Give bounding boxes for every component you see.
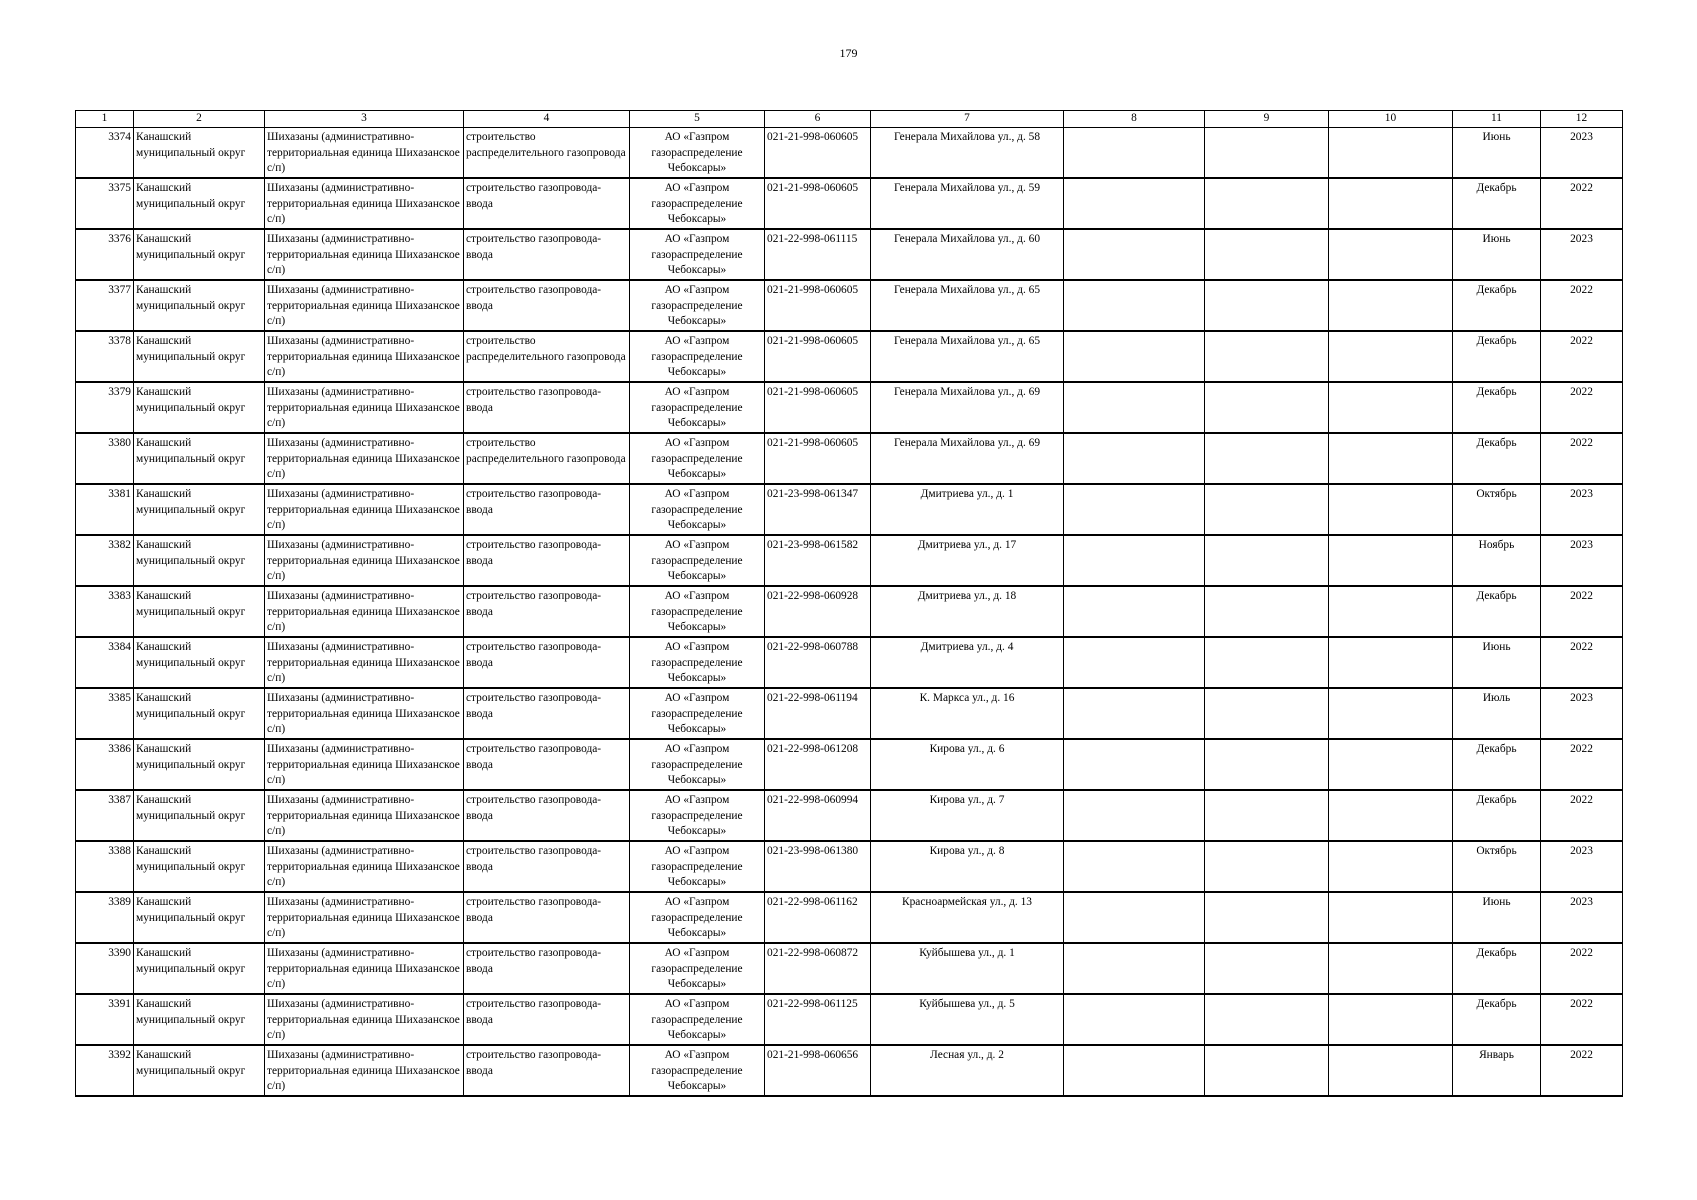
column-10-cell xyxy=(1329,1045,1453,1096)
organization-cell: АО «Газпром газораспределение Чебоксары» xyxy=(630,128,765,179)
header-row xyxy=(76,111,1623,128)
district-cell: Канашский муниципальный округ xyxy=(134,841,265,892)
work-type-cell: строительство газопровода-ввода xyxy=(464,484,630,535)
column-8-cell xyxy=(1064,994,1205,1045)
month-cell: Июль xyxy=(1453,688,1541,739)
work-type-cell: строительство газопровода-ввода xyxy=(464,178,630,229)
column-header: 3 xyxy=(265,111,464,128)
address-cell: Генерала Михайлова ул., д. 69 xyxy=(871,433,1064,484)
organization-cell: АО «Газпром газораспределение Чебоксары» xyxy=(630,484,765,535)
locality-cell: Шихазаны (административно-территориальная единица Шихазанское с/п) xyxy=(265,994,464,1045)
registry-table xyxy=(75,110,1623,1097)
row-number: 3380 xyxy=(76,433,134,484)
work-type-cell: строительство газопровода-ввода xyxy=(464,1045,630,1096)
district-cell: Канашский муниципальный округ xyxy=(134,637,265,688)
column-9-cell xyxy=(1205,790,1329,841)
column-9-cell xyxy=(1205,535,1329,586)
column-header: 10 xyxy=(1329,111,1453,128)
locality-cell: Шихазаны (административно-территориальная единица Шихазанское с/п) xyxy=(265,382,464,433)
district-cell: Канашский муниципальный округ xyxy=(134,586,265,637)
address-cell: Дмитриева ул., д. 18 xyxy=(871,586,1064,637)
month-cell: Январь xyxy=(1453,1045,1541,1096)
table-row xyxy=(76,229,1623,280)
table-row xyxy=(76,331,1623,382)
organization-cell: АО «Газпром газораспределение Чебоксары» xyxy=(630,892,765,943)
column-10-cell xyxy=(1329,790,1453,841)
row-number: 3375 xyxy=(76,178,134,229)
locality-cell: Шихазаны (административно-территориальная единица Шихазанское с/п) xyxy=(265,229,464,280)
row-number: 3386 xyxy=(76,739,134,790)
organization-cell: АО «Газпром газораспределение Чебоксары» xyxy=(630,382,765,433)
column-8-cell xyxy=(1064,790,1205,841)
column-9-cell xyxy=(1205,229,1329,280)
column-8-cell xyxy=(1064,637,1205,688)
object-code-cell: 021-23-998-061380 xyxy=(765,841,871,892)
month-cell: Декабрь xyxy=(1453,790,1541,841)
district-cell: Канашский муниципальный округ xyxy=(134,994,265,1045)
column-9-cell xyxy=(1205,841,1329,892)
table-row xyxy=(76,688,1623,739)
column-header: 1 xyxy=(76,111,134,128)
work-type-cell: строительство газопровода-ввода xyxy=(464,535,630,586)
column-9-cell xyxy=(1205,688,1329,739)
address-cell: Генерала Михайлова ул., д. 69 xyxy=(871,382,1064,433)
column-header: 9 xyxy=(1205,111,1329,128)
work-type-cell: строительство распределительного газопровода xyxy=(464,331,630,382)
column-10-cell xyxy=(1329,637,1453,688)
column-9-cell xyxy=(1205,382,1329,433)
organization-cell: АО «Газпром газораспределение Чебоксары» xyxy=(630,331,765,382)
month-cell: Декабрь xyxy=(1453,586,1541,637)
district-cell: Канашский муниципальный округ xyxy=(134,178,265,229)
column-9-cell xyxy=(1205,1045,1329,1096)
column-10-cell xyxy=(1329,331,1453,382)
row-number: 3392 xyxy=(76,1045,134,1096)
column-9-cell xyxy=(1205,331,1329,382)
column-10-cell xyxy=(1329,433,1453,484)
work-type-cell: строительство газопровода-ввода xyxy=(464,943,630,994)
column-10-cell xyxy=(1329,739,1453,790)
object-code-cell: 021-21-998-060605 xyxy=(765,128,871,179)
locality-cell: Шихазаны (административно-территориальная единица Шихазанское с/п) xyxy=(265,433,464,484)
row-number: 3389 xyxy=(76,892,134,943)
organization-cell: АО «Газпром газораспределение Чебоксары» xyxy=(630,688,765,739)
object-code-cell: 021-22-998-061194 xyxy=(765,688,871,739)
object-code-cell: 021-21-998-060605 xyxy=(765,331,871,382)
column-10-cell xyxy=(1329,535,1453,586)
month-cell: Ноябрь xyxy=(1453,535,1541,586)
object-code-cell: 021-22-998-061125 xyxy=(765,994,871,1045)
month-cell: Декабрь xyxy=(1453,994,1541,1045)
address-cell: Дмитриева ул., д. 17 xyxy=(871,535,1064,586)
year-cell: 2022 xyxy=(1541,433,1623,484)
year-cell: 2022 xyxy=(1541,739,1623,790)
month-cell: Декабрь xyxy=(1453,739,1541,790)
work-type-cell: строительство газопровода-ввода xyxy=(464,586,630,637)
year-cell: 2022 xyxy=(1541,331,1623,382)
table-row xyxy=(76,739,1623,790)
column-header: 12 xyxy=(1541,111,1623,128)
row-number: 3376 xyxy=(76,229,134,280)
object-code-cell: 021-21-998-060656 xyxy=(765,1045,871,1096)
column-8-cell xyxy=(1064,688,1205,739)
year-cell: 2023 xyxy=(1541,535,1623,586)
district-cell: Канашский муниципальный округ xyxy=(134,892,265,943)
work-type-cell: строительство распределительного газопровода xyxy=(464,128,630,179)
column-header: 8 xyxy=(1064,111,1205,128)
table-row xyxy=(76,535,1623,586)
column-8-cell xyxy=(1064,178,1205,229)
table-row xyxy=(76,433,1623,484)
row-number: 3391 xyxy=(76,994,134,1045)
column-9-cell xyxy=(1205,280,1329,331)
work-type-cell: строительство газопровода-ввода xyxy=(464,994,630,1045)
object-code-cell: 021-22-998-061208 xyxy=(765,739,871,790)
table-row xyxy=(76,892,1623,943)
table-row xyxy=(76,994,1623,1045)
organization-cell: АО «Газпром газораспределение Чебоксары» xyxy=(630,433,765,484)
address-cell: Дмитриева ул., д. 1 xyxy=(871,484,1064,535)
district-cell: Канашский муниципальный округ xyxy=(134,128,265,179)
table-row xyxy=(76,586,1623,637)
column-10-cell xyxy=(1329,280,1453,331)
year-cell: 2023 xyxy=(1541,688,1623,739)
object-code-cell: 021-22-998-060994 xyxy=(765,790,871,841)
organization-cell: АО «Газпром газораспределение Чебоксары» xyxy=(630,1045,765,1096)
column-8-cell xyxy=(1064,331,1205,382)
column-8-cell xyxy=(1064,535,1205,586)
table-row xyxy=(76,790,1623,841)
year-cell: 2022 xyxy=(1541,382,1623,433)
year-cell: 2023 xyxy=(1541,841,1623,892)
row-number: 3381 xyxy=(76,484,134,535)
month-cell: Декабрь xyxy=(1453,382,1541,433)
row-number: 3382 xyxy=(76,535,134,586)
row-number: 3387 xyxy=(76,790,134,841)
table-row xyxy=(76,943,1623,994)
object-code-cell: 021-22-998-060872 xyxy=(765,943,871,994)
work-type-cell: строительство газопровода-ввода xyxy=(464,280,630,331)
locality-cell: Шихазаны (административно-территориальная единица Шихазанское с/п) xyxy=(265,535,464,586)
address-cell: Кирова ул., д. 6 xyxy=(871,739,1064,790)
year-cell: 2023 xyxy=(1541,892,1623,943)
district-cell: Канашский муниципальный округ xyxy=(134,943,265,994)
organization-cell: АО «Газпром газораспределение Чебоксары» xyxy=(630,229,765,280)
organization-cell: АО «Газпром газораспределение Чебоксары» xyxy=(630,841,765,892)
year-cell: 2023 xyxy=(1541,229,1623,280)
row-number: 3390 xyxy=(76,943,134,994)
district-cell: Канашский муниципальный округ xyxy=(134,535,265,586)
table-row xyxy=(76,637,1623,688)
year-cell: 2022 xyxy=(1541,637,1623,688)
month-cell: Декабрь xyxy=(1453,943,1541,994)
locality-cell: Шихазаны (административно-территориальная единица Шихазанское с/п) xyxy=(265,892,464,943)
work-type-cell: строительство газопровода-ввода xyxy=(464,229,630,280)
work-type-cell: строительство распределительного газопровода xyxy=(464,433,630,484)
organization-cell: АО «Газпром газораспределение Чебоксары» xyxy=(630,994,765,1045)
page-number: 179 xyxy=(839,46,858,60)
month-cell: Июнь xyxy=(1453,128,1541,179)
object-code-cell: 021-21-998-060605 xyxy=(765,433,871,484)
year-cell: 2023 xyxy=(1541,128,1623,179)
year-cell: 2022 xyxy=(1541,1045,1623,1096)
district-cell: Канашский муниципальный округ xyxy=(134,688,265,739)
column-9-cell xyxy=(1205,943,1329,994)
district-cell: Канашский муниципальный округ xyxy=(134,739,265,790)
column-9-cell xyxy=(1205,178,1329,229)
column-10-cell xyxy=(1329,229,1453,280)
work-type-cell: строительство газопровода-ввода xyxy=(464,688,630,739)
district-cell: Канашский муниципальный округ xyxy=(134,331,265,382)
object-code-cell: 021-21-998-060605 xyxy=(765,382,871,433)
locality-cell: Шихазаны (административно-территориальная единица Шихазанское с/п) xyxy=(265,484,464,535)
month-cell: Октябрь xyxy=(1453,484,1541,535)
organization-cell: АО «Газпром газораспределение Чебоксары» xyxy=(630,178,765,229)
row-number: 3383 xyxy=(76,586,134,637)
table-row xyxy=(76,128,1623,179)
locality-cell: Шихазаны (административно-территориальная единица Шихазанское с/п) xyxy=(265,331,464,382)
month-cell: Июнь xyxy=(1453,637,1541,688)
address-cell: Кирова ул., д. 7 xyxy=(871,790,1064,841)
address-cell: Кирова ул., д. 8 xyxy=(871,841,1064,892)
column-header: 6 xyxy=(765,111,871,128)
table-row xyxy=(76,382,1623,433)
locality-cell: Шихазаны (административно-территориальная единица Шихазанское с/п) xyxy=(265,688,464,739)
column-8-cell xyxy=(1064,229,1205,280)
column-10-cell xyxy=(1329,841,1453,892)
month-cell: Декабрь xyxy=(1453,433,1541,484)
month-cell: Июнь xyxy=(1453,229,1541,280)
address-cell: Дмитриева ул., д. 4 xyxy=(871,637,1064,688)
column-header: 2 xyxy=(134,111,265,128)
address-cell: Генерала Михайлова ул., д. 60 xyxy=(871,229,1064,280)
table-row xyxy=(76,1045,1623,1096)
locality-cell: Шихазаны (административно-территориальная единица Шихазанское с/п) xyxy=(265,943,464,994)
column-8-cell xyxy=(1064,892,1205,943)
table-row xyxy=(76,484,1623,535)
month-cell: Июнь xyxy=(1453,892,1541,943)
year-cell: 2022 xyxy=(1541,178,1623,229)
row-number: 3378 xyxy=(76,331,134,382)
work-type-cell: строительство газопровода-ввода xyxy=(464,841,630,892)
column-header: 11 xyxy=(1453,111,1541,128)
district-cell: Канашский муниципальный округ xyxy=(134,433,265,484)
column-10-cell xyxy=(1329,128,1453,179)
column-9-cell xyxy=(1205,739,1329,790)
object-code-cell: 021-22-998-061162 xyxy=(765,892,871,943)
column-header: 5 xyxy=(630,111,765,128)
locality-cell: Шихазаны (административно-территориальная единица Шихазанское с/п) xyxy=(265,790,464,841)
column-8-cell xyxy=(1064,1045,1205,1096)
year-cell: 2022 xyxy=(1541,994,1623,1045)
row-number: 3385 xyxy=(76,688,134,739)
district-cell: Канашский муниципальный округ xyxy=(134,382,265,433)
table-row xyxy=(76,178,1623,229)
address-cell: Куйбышева ул., д. 1 xyxy=(871,943,1064,994)
work-type-cell: строительство газопровода-ввода xyxy=(464,637,630,688)
object-code-cell: 021-23-998-061347 xyxy=(765,484,871,535)
column-9-cell xyxy=(1205,128,1329,179)
table-row xyxy=(76,280,1623,331)
district-cell: Канашский муниципальный округ xyxy=(134,229,265,280)
row-number: 3388 xyxy=(76,841,134,892)
address-cell: Генерала Михайлова ул., д. 58 xyxy=(871,128,1064,179)
locality-cell: Шихазаны (административно-территориальная единица Шихазанское с/п) xyxy=(265,1045,464,1096)
address-cell: Генерала Михайлова ул., д. 65 xyxy=(871,331,1064,382)
column-9-cell xyxy=(1205,484,1329,535)
column-9-cell xyxy=(1205,637,1329,688)
column-10-cell xyxy=(1329,688,1453,739)
locality-cell: Шихазаны (административно-территориальная единица Шихазанское с/п) xyxy=(265,280,464,331)
object-code-cell: 021-22-998-060788 xyxy=(765,637,871,688)
column-10-cell xyxy=(1329,994,1453,1045)
column-8-cell xyxy=(1064,586,1205,637)
column-8-cell xyxy=(1064,128,1205,179)
column-8-cell xyxy=(1064,841,1205,892)
work-type-cell: строительство газопровода-ввода xyxy=(464,892,630,943)
column-header: 4 xyxy=(464,111,630,128)
work-type-cell: строительство газопровода-ввода xyxy=(464,790,630,841)
address-cell: Красноармейская ул., д. 13 xyxy=(871,892,1064,943)
month-cell: Октябрь xyxy=(1453,841,1541,892)
column-8-cell xyxy=(1064,943,1205,994)
column-8-cell xyxy=(1064,382,1205,433)
object-code-cell: 021-22-998-061115 xyxy=(765,229,871,280)
organization-cell: АО «Газпром газораспределение Чебоксары» xyxy=(630,637,765,688)
locality-cell: Шихазаны (административно-территориальная единица Шихазанское с/п) xyxy=(265,178,464,229)
organization-cell: АО «Газпром газораспределение Чебоксары» xyxy=(630,739,765,790)
column-10-cell xyxy=(1329,382,1453,433)
column-10-cell xyxy=(1329,484,1453,535)
locality-cell: Шихазаны (административно-территориальная единица Шихазанское с/п) xyxy=(265,586,464,637)
address-cell: К. Маркса ул., д. 16 xyxy=(871,688,1064,739)
column-9-cell xyxy=(1205,586,1329,637)
organization-cell: АО «Газпром газораспределение Чебоксары» xyxy=(630,790,765,841)
month-cell: Декабрь xyxy=(1453,331,1541,382)
year-cell: 2022 xyxy=(1541,280,1623,331)
month-cell: Декабрь xyxy=(1453,280,1541,331)
column-9-cell xyxy=(1205,433,1329,484)
district-cell: Канашский муниципальный округ xyxy=(134,1045,265,1096)
object-code-cell: 021-21-998-060605 xyxy=(765,178,871,229)
column-10-cell xyxy=(1329,178,1453,229)
organization-cell: АО «Газпром газораспределение Чебоксары» xyxy=(630,280,765,331)
column-8-cell xyxy=(1064,280,1205,331)
table-row xyxy=(76,841,1623,892)
column-9-cell xyxy=(1205,892,1329,943)
organization-cell: АО «Газпром газораспределение Чебоксары» xyxy=(630,535,765,586)
work-type-cell: строительство газопровода-ввода xyxy=(464,382,630,433)
row-number: 3374 xyxy=(76,128,134,179)
column-10-cell xyxy=(1329,943,1453,994)
column-8-cell xyxy=(1064,739,1205,790)
year-cell: 2023 xyxy=(1541,484,1623,535)
month-cell: Декабрь xyxy=(1453,178,1541,229)
locality-cell: Шихазаны (административно-территориальная единица Шихазанское с/п) xyxy=(265,739,464,790)
district-cell: Канашский муниципальный округ xyxy=(134,280,265,331)
address-cell: Генерала Михайлова ул., д. 65 xyxy=(871,280,1064,331)
organization-cell: АО «Газпром газораспределение Чебоксары» xyxy=(630,586,765,637)
object-code-cell: 021-23-998-061582 xyxy=(765,535,871,586)
row-number: 3384 xyxy=(76,637,134,688)
locality-cell: Шихазаны (административно-территориальная единица Шихазанское с/п) xyxy=(265,637,464,688)
year-cell: 2022 xyxy=(1541,586,1623,637)
row-number: 3379 xyxy=(76,382,134,433)
column-8-cell xyxy=(1064,484,1205,535)
column-8-cell xyxy=(1064,433,1205,484)
column-header: 7 xyxy=(871,111,1064,128)
work-type-cell: строительство газопровода-ввода xyxy=(464,739,630,790)
row-number: 3377 xyxy=(76,280,134,331)
locality-cell: Шихазаны (административно-территориальная единица Шихазанское с/п) xyxy=(265,841,464,892)
column-10-cell xyxy=(1329,586,1453,637)
year-cell: 2022 xyxy=(1541,790,1623,841)
column-9-cell xyxy=(1205,994,1329,1045)
district-cell: Канашский муниципальный округ xyxy=(134,484,265,535)
address-cell: Генерала Михайлова ул., д. 59 xyxy=(871,178,1064,229)
year-cell: 2022 xyxy=(1541,943,1623,994)
address-cell: Лесная ул., д. 2 xyxy=(871,1045,1064,1096)
locality-cell: Шихазаны (административно-территориальная единица Шихазанское с/п) xyxy=(265,128,464,179)
address-cell: Куйбышева ул., д. 5 xyxy=(871,994,1064,1045)
column-10-cell xyxy=(1329,892,1453,943)
district-cell: Канашский муниципальный округ xyxy=(134,790,265,841)
object-code-cell: 021-21-998-060605 xyxy=(765,280,871,331)
object-code-cell: 021-22-998-060928 xyxy=(765,586,871,637)
organization-cell: АО «Газпром газораспределение Чебоксары» xyxy=(630,943,765,994)
